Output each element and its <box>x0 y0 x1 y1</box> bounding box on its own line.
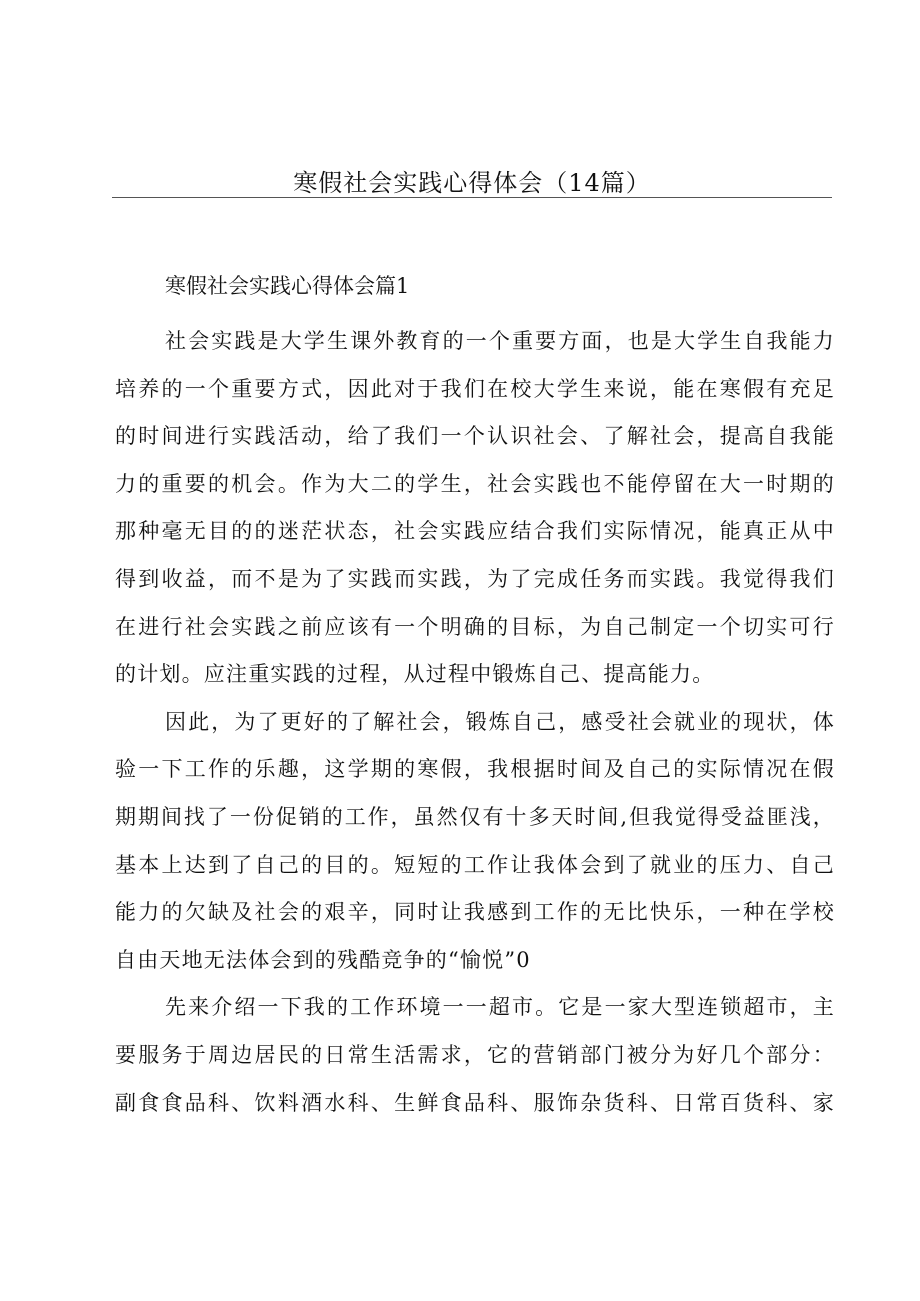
text-line: 能力的欠缺及社会的艰辛，同时让我感到工作的无比快乐，一种在学校 <box>115 900 835 925</box>
text-line: 那种毫无目的的迷茫状态，社会实践应结合我们实际情况，能真正从中 <box>115 519 835 544</box>
paragraph-2 <box>115 699 835 985</box>
text-line: 的时间进行实践活动，给了我们一个认识社会、了解社会，提高自我能 <box>115 424 835 449</box>
text-line: 期期间找了一份促销的工作，虽然仅有十多天时间,但我觉得受益匪浅， <box>115 804 835 829</box>
text-line: 的计划。应注重实践的过程，从过程中锻炼自己、提高能力。 <box>115 662 715 687</box>
document-title: 寒假社会实践心得体会（14篇） <box>293 169 651 197</box>
text-line: 因此，为了更好的了解社会，锻炼自己，感受社会就业的现状，体 <box>165 709 835 734</box>
text-line: 培养的一个重要方式，因此对于我们在校大学生来说，能在寒假有充足 <box>115 376 835 401</box>
text-line: 在进行社会实践之前应该有一个明确的目标，为自己制定一个切实可行 <box>115 614 835 639</box>
text-line: 得到收益，而不是为了实践而实践，为了完成任务而实践。我觉得我们 <box>115 566 835 591</box>
text-line: 验一下工作的乐趣，这学期的寒假，我根据时间及自己的实际情况在假 <box>115 757 835 782</box>
text-line: 力的重要的机会。作为大二的学生，社会实践也不能停留在大一时期的 <box>115 471 835 496</box>
document-body <box>115 318 835 1127</box>
section-heading: 寒假社会实践心得体会篇1 <box>165 274 410 298</box>
title-underline <box>112 197 832 198</box>
text-line: 副食食品科、饮料酒水科、生鲜食品科、服饰杂货科、日常百货科、家 <box>115 1090 835 1115</box>
text-line: 基本上达到了自己的目的。短短的工作让我体会到了就业的压力、自己 <box>115 852 835 877</box>
paragraph-3 <box>115 984 835 1127</box>
text-line: 要服务于周边居民的日常生活需求，它的营销部门被分为好几个部分： <box>115 1042 835 1067</box>
paragraph-1 <box>115 318 835 699</box>
text-line: 先来介绍一下我的工作环境一一超市。它是一家大型连锁超市，主 <box>165 995 835 1020</box>
text-line: 自由天地无法体会到的残酷竞争的“愉悦”0 <box>115 947 531 972</box>
text-line: 社会实践是大学生课外教育的一个重要方面，也是大学生自我能力 <box>165 329 835 353</box>
